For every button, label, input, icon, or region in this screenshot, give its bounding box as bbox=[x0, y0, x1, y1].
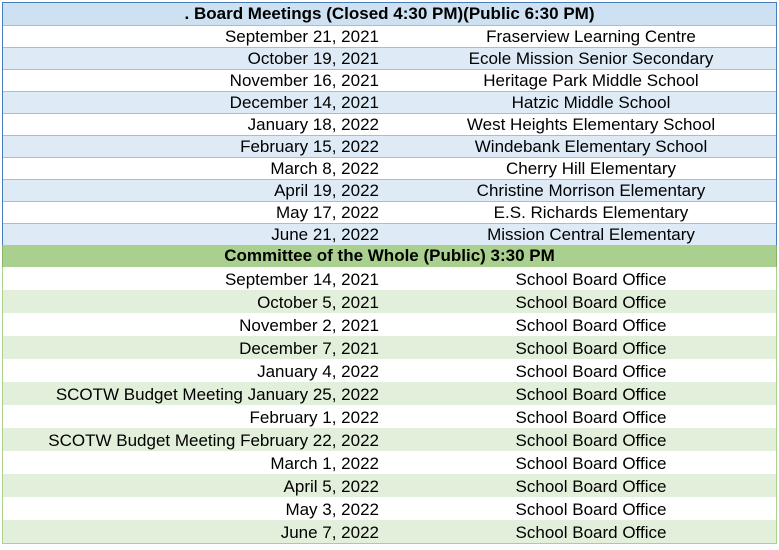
meeting-location: School Board Office bbox=[515, 500, 667, 519]
meeting-date: January 4, 2022 bbox=[257, 362, 379, 381]
meeting-location: School Board Office bbox=[515, 316, 667, 335]
meeting-location: School Board Office bbox=[515, 477, 667, 496]
meeting-date: June 21, 2022 bbox=[271, 225, 379, 244]
meeting-location: School Board Office bbox=[515, 431, 667, 450]
meeting-date: May 17, 2022 bbox=[275, 203, 379, 222]
meeting-date: October 5, 2021 bbox=[257, 293, 379, 312]
table-row bbox=[3, 91, 776, 113]
table-row bbox=[3, 25, 776, 47]
meeting-location: School Board Office bbox=[515, 293, 667, 312]
meeting-date: SCOTW Budget Meeting January 25, 2022 bbox=[55, 385, 379, 404]
table-row bbox=[3, 179, 776, 201]
meeting-location: Ecole Mission Senior Secondary bbox=[468, 49, 714, 68]
meeting-location: School Board Office bbox=[515, 270, 667, 289]
meeting-date: April 5, 2022 bbox=[283, 477, 379, 496]
meeting-location: E.S. Richards Elementary bbox=[493, 203, 689, 222]
meeting-location: Hatzic Middle School bbox=[511, 93, 671, 112]
meeting-date: December 7, 2021 bbox=[239, 339, 379, 358]
meeting-date: SCOTW Budget Meeting February 22, 2022 bbox=[48, 431, 379, 450]
meeting-location: School Board Office bbox=[515, 339, 667, 358]
meeting-location: School Board Office bbox=[515, 362, 667, 381]
table-row bbox=[3, 359, 776, 382]
table-row bbox=[3, 290, 776, 313]
meeting-date: November 2, 2021 bbox=[239, 316, 379, 335]
meeting-date: March 8, 2022 bbox=[270, 159, 379, 178]
meeting-location: School Board Office bbox=[515, 385, 667, 404]
meeting-date: December 14, 2021 bbox=[229, 93, 379, 112]
table-row bbox=[3, 520, 776, 543]
meeting-date: February 1, 2022 bbox=[249, 408, 379, 427]
meeting-location: School Board Office bbox=[515, 454, 667, 473]
meeting-location: Cherry Hill Elementary bbox=[505, 159, 677, 178]
table-row bbox=[3, 267, 776, 290]
meeting-location: Mission Central Elementary bbox=[487, 225, 695, 244]
meeting-location: Heritage Park Middle School bbox=[483, 71, 699, 90]
meeting-date: November 16, 2021 bbox=[229, 71, 379, 90]
table-row bbox=[3, 336, 776, 359]
meeting-date: April 19, 2022 bbox=[274, 181, 379, 200]
meeting-date: March 1, 2022 bbox=[270, 454, 379, 473]
table-row bbox=[3, 405, 776, 428]
table-row bbox=[3, 47, 776, 69]
table-row bbox=[3, 157, 776, 179]
table-row bbox=[3, 497, 776, 520]
committee-of-the-whole-table bbox=[2, 267, 777, 544]
meeting-location: West Heights Elementary School bbox=[466, 115, 716, 134]
meeting-location: Fraserview Learning Centre bbox=[486, 27, 696, 46]
meeting-date: January 18, 2022 bbox=[247, 115, 379, 134]
board-meetings-header: . Board Meetings (Closed 4:30 PM)(Public 6:30 PM) bbox=[2, 2, 777, 25]
table-row bbox=[3, 135, 776, 157]
meeting-date: February 15, 2022 bbox=[240, 137, 379, 156]
meeting-date: September 21, 2021 bbox=[224, 27, 379, 46]
meeting-date: June 7, 2022 bbox=[280, 523, 379, 542]
table-row bbox=[3, 69, 776, 91]
board-meetings-table bbox=[2, 25, 777, 245]
meeting-date: May 3, 2022 bbox=[285, 500, 379, 519]
table-row bbox=[3, 223, 776, 245]
table-row bbox=[3, 451, 776, 474]
table-row bbox=[3, 313, 776, 336]
meeting-date: October 19, 2021 bbox=[247, 49, 379, 68]
table-row bbox=[3, 428, 776, 451]
table-row bbox=[3, 201, 776, 223]
meeting-location: School Board Office bbox=[515, 523, 667, 542]
meeting-schedule bbox=[2, 2, 777, 544]
table-row bbox=[3, 382, 776, 405]
meeting-location: School Board Office bbox=[515, 408, 667, 427]
table-row bbox=[3, 474, 776, 497]
table-row bbox=[3, 113, 776, 135]
meeting-location: Windebank Elementary School bbox=[474, 137, 708, 156]
meeting-location: Christine Morrison Elementary bbox=[476, 181, 706, 200]
committee-of-the-whole-header: Committee of the Whole (Public) 3:30 PM bbox=[2, 245, 777, 267]
meeting-date: September 14, 2021 bbox=[224, 270, 379, 289]
